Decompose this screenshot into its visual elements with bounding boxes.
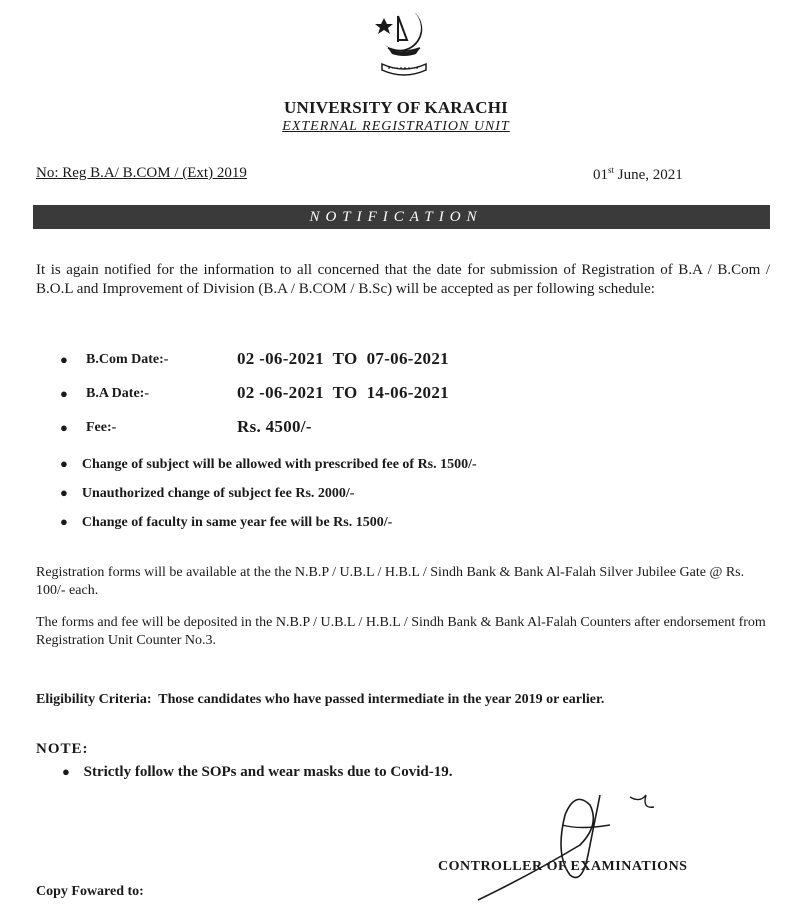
reference-number: No: Reg B.A/ B.COM / (Ext) 2019 [36,165,247,181]
bullet-dot-icon: ● [60,352,68,367]
copy-forwarded-label: Copy Fowared to: [36,884,144,899]
schedule-item: ● B.Com Date:- 02 -06-2021 TO 07-06-2021 [60,349,449,368]
signature-icon [470,785,670,905]
notification-date: 01st June, 2021 [593,165,683,183]
intro-paragraph: It is again notified for the information to all concerned that the date for submission of Registration of B.A / B.Com / B.O.L and Improvement of Division (B.A / B.COM / B.Sc) will be accepted as per following schedule: [36,262,770,297]
bullet-dot-icon: ● [60,514,68,529]
deposit-paragraph: The forms and fee will be deposited in the N.B.P / U.B.L / H.B.L / Sindh Bank & Bank Al-Falah Counters after endorsement from Registration Unit Counter No.3. [36,615,766,648]
note-label: NOTE: [36,741,89,757]
bullet-dot-icon: ● [60,420,68,435]
rule-item: ● Change of subject will be allowed with prescribed fee of Rs. 1500/- [60,456,477,472]
bullet-dot-icon: ● [60,456,68,471]
rule-item: ● Unauthorized change of subject fee Rs. 2000/- [60,485,355,501]
schedule-item: ● Fee:- Rs. 4500/- [60,417,312,436]
bullet-dot-icon: ● [60,485,68,500]
university-crest-icon [374,8,436,84]
university-name: UNIVERSITY OF KARACHI [284,98,508,117]
notification-title: NOTIFICATION [309,209,483,225]
signatory-title: CONTROLLER OF EXAMINATIONS [438,859,688,874]
bullet-dot-icon: ● [62,764,70,779]
unit-name: EXTERNAL REGISTRATION UNIT [282,119,510,134]
schedule-item: ● B.A Date:- 02 -06-2021 TO 14-06-2021 [60,383,449,402]
note-item: ● Strictly follow the SOPs and wear masks due to Covid-19. [62,764,453,780]
registration-forms-paragraph: Registration forms will be available at the the N.B.P / U.B.L / H.B.L / Sindh Bank & Bank Al-Falah Silver Jubilee Gate @ Rs. 100/- each. [36,565,745,598]
bullet-dot-icon: ● [60,386,68,401]
eligibility-criteria: Eligibility Criteria: Those candidates who have passed intermediate in the year 2019 or earlier. [36,692,605,707]
rule-item: ● Change of faculty in same year fee will be Rs. 1500/- [60,514,393,530]
